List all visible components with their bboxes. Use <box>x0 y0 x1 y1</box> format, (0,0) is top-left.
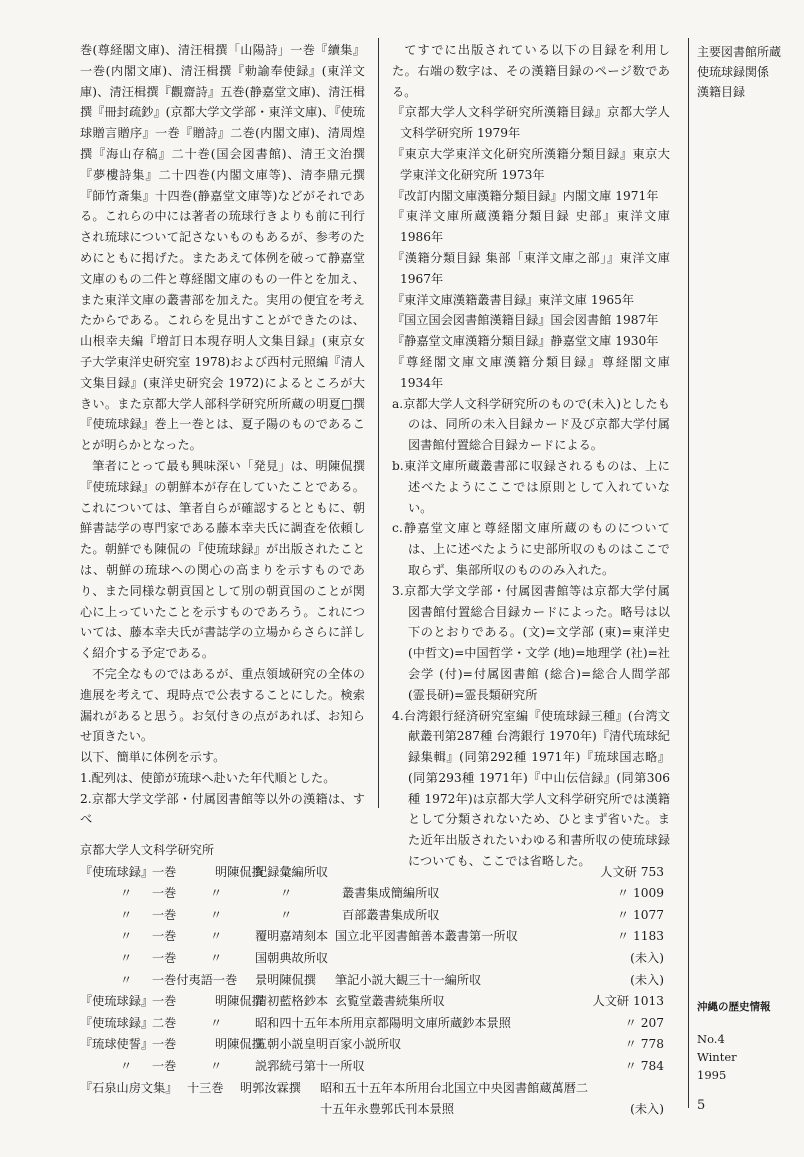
entry-volumes: 二巻 <box>152 1015 177 1030</box>
entry-author: 〃 <box>210 929 223 944</box>
entry-edition: 紀録彙編所収 <box>255 864 329 879</box>
entry-title: 『石泉山房文集』 <box>80 1080 178 1095</box>
entry-title: 『使琉球録』 <box>80 1015 154 1030</box>
issue-year: 1995 <box>697 1068 727 1082</box>
catalog-row <box>80 905 664 927</box>
source-catalog-item: 『尊経閣文庫文庫漢籍分類目録』尊経閣文庫 1934年 <box>392 354 670 390</box>
entry-holding: (未入) <box>630 1102 664 1117</box>
sidebar-divider <box>688 38 689 1108</box>
entry-title: 〃 <box>120 929 133 944</box>
catalog-row <box>80 1034 664 1056</box>
entry-edition: 清初藍格鈔本 <box>255 994 329 1009</box>
format-rule-1: 1.配列は、使節が琉球へ赴いた年代順とした。 <box>80 770 336 785</box>
source-catalog-item: 『東洋文庫所蔵漢籍分類目録 史部』東洋文庫 1986年 <box>392 209 670 245</box>
entry-volumes: 一巻 <box>152 1037 177 1052</box>
entry-title: 〃 <box>120 907 133 922</box>
section-title-line: 漢籍目録 <box>697 85 746 99</box>
paragraph-collections: 巻(尊経閣文庫)、清汪楫撰「山陽詩」一巻『續集』一巻(内閣文庫)、清汪楫撰『勅諭奉使録』(東洋文庫)、清汪楫撰『觀齋詩』五巻(静嘉堂文庫)、清汪楫撰『冊封疏鈔』(京都大学文学部・東洋文庫)、『使琉球贈言贈序』一巻『贈詩』二巻(内閣文庫)、清周煌撰『海山存稿』二十巻(国会図書館)、清王文治撰『夢樓詩集』二十四巻(内閣文庫等)、清李鼎元撰『師竹斎集』十四巻(静嘉堂文庫等)などがそれである。これらの中には著者の琉球行きよりも前に刊行され琉球について記さないものもあるが、参考のためにともに掲げた。またあえて体例を破って静嘉堂文庫のもの二件と尊経閣文庫のもの一件とを加え、また東洋文庫の叢書部を加えた。実用の便宜を考えたからである。これらを見出すことができたのは、山根幸夫編『増訂日本現存明人文集目録』(東京女子大学東洋史研究室 1978)および西村元照編『清人文集目録』(東洋史研究会 1972)によるところが大きい。また京都大学人部科学研究所所蔵の明夏□撰『使琉球録』巻上一巻とは、夏子陽のものであることが明らかとなった。 <box>80 43 365 453</box>
entry-title: 〃 <box>120 950 133 965</box>
entry-edition: 覆明嘉靖刻本 <box>255 929 329 944</box>
catalog-listing <box>80 840 664 1121</box>
entry-author: 〃 <box>210 907 223 922</box>
entry-volumes: 一巻 <box>152 864 177 879</box>
catalog-row <box>80 948 664 970</box>
entry-edition: 国朝典故所収 <box>255 950 329 965</box>
entry-title: 〃 <box>120 1058 133 1073</box>
catalog-row <box>80 862 664 884</box>
entry-volumes: 一巻付夷語一巻 <box>152 972 238 987</box>
entry-author: 〃 <box>210 950 223 965</box>
entry-author: 〃 <box>210 1015 223 1030</box>
paragraph-publication-note: 不完全なものではあるが、重点領域研究の全体の進展を考えて、現時点で公表することにした。検索漏れがあると思う。お気付きの点があれば、お知らせ頂きたい。 <box>80 666 365 744</box>
entry-edition: 五朝小説皇明百家小説所収 <box>255 1037 402 1052</box>
source-catalog-item: 『静嘉堂文庫漢籍分類目録』静嘉堂文庫 1930年 <box>392 334 659 349</box>
entry-volumes: 一巻 <box>152 994 177 1009</box>
source-catalog-item: 『漢籍分類目録 集部「東洋文庫之部」』東洋文庫1967年 <box>392 250 670 286</box>
format-rule-2-start: 2.京都大学文学部・付属図書館等以外の漢籍は、すべ <box>80 791 365 827</box>
entry-holding: (未入) <box>630 950 664 965</box>
note-b: b.東洋文庫所蔵叢書部に収録されるものは、上に述べたようにここでは原則として入れていない。 <box>392 458 670 515</box>
source-catalog-item: 『京都大学人文科学研究所漢籍目録』京都大学人文科学研究所 1979年 <box>392 105 670 141</box>
source-catalog-item: 『東京大学東洋文化研究所漢籍分類目録』東京大学東洋文化研究所 1973年 <box>392 146 670 182</box>
entry-source: 百部叢書集成所収 <box>342 907 440 922</box>
magazine-info <box>697 998 771 1084</box>
entry-title: 『使琉球録』 <box>80 994 154 1009</box>
middle-column <box>392 40 670 872</box>
entry-volumes: 一巻 <box>152 1058 177 1073</box>
entry-holding: 〃 1009 <box>616 886 664 901</box>
format-rule-3: 3.京都大学文学部・付属図書館等は京都大学付属図書館付置総合目録カードによった。略号は以下のとおりである。(文)=文学部 (東)=東洋史 (中哲文)=中国哲学・文学 (地)=地理学 (社)=社会学 (付)=付属図書館 (総合)=総合人間学部 (霊長研)=霊長類研究所 <box>392 583 670 702</box>
paragraph-korean-edition: 筆者にとって最も興味深い「発見」は、明陳侃撰『使琉球録』の朝鮮本が存在していたことである。これについては、筆者自らが確認するとともに、朝鮮書誌学の専門家である藤本幸夫氏に調査を依頼した。朝鮮でも陳侃の『使琉球録』が出版されたことは、朝鮮の琉球への関心の高まりを示すものであり、また同様な朝貢国として別の朝貢国のことが関心に上っていたことを示すものであろう。これについては、藤本幸夫氏が書誌学の立場からさらに詳しく紹介する予定である。 <box>80 458 365 661</box>
issue-season: Winter <box>697 1050 737 1064</box>
issue-number: No.4 <box>697 1032 725 1046</box>
source-catalog-item: 『国立国会図書館漢籍目録』国会図書館 1987年 <box>392 313 659 328</box>
entry-author: 明陳侃撰 <box>215 1037 264 1052</box>
entry-author: 明陳侃撰 <box>215 864 264 879</box>
entry-holding: 人文研 1013 <box>592 994 664 1009</box>
format-rule-4: 4.台湾銀行経済研究室編『使琉球録三種』(台湾文献叢刊第287種 台湾銀行 1970年)『清代琉球紀録集輯』(同第292種 1971年)『琉球国志略』(同第293種 1971年)『中山伝信録』(同第306種 1972年)は京都大学人文科学研究所では漢籍として分類されないため、ひとまず省いた。また近年出版されたいわゆる和書所収の使琉球録についても、ここでは省略した。 <box>392 708 670 869</box>
entry-holding: 人文研 753 <box>600 864 664 879</box>
entry-volumes: 一巻 <box>152 950 177 965</box>
entry-volumes: 一巻 <box>152 929 177 944</box>
entry-author: 〃 <box>210 1058 223 1073</box>
catalog-row <box>80 1056 664 1078</box>
sources-intro: てすでに出版されている以下の目録を利用した。右端の数字は、その漢籍目録のページ数である。 <box>392 43 670 99</box>
entry-title: 『琉球使誓』 <box>80 1037 154 1052</box>
entry-source: 玄覧堂叢書続集所収 <box>335 994 445 1009</box>
entry-holding: 〃 207 <box>624 1015 664 1030</box>
catalog-row <box>80 883 664 905</box>
section-title-line: 主要図書館所蔵 <box>697 45 782 59</box>
entry-author: 景明陳侃撰 <box>255 972 316 987</box>
entry-edition: 〃 <box>280 907 293 922</box>
entry-author: 〃 <box>210 886 223 901</box>
page-number: 5 <box>697 1098 706 1113</box>
source-catalog-item: 『改訂内閣文庫漢籍分類目録』内閣文庫 1971年 <box>392 188 659 203</box>
section-title-line: 使琉球録関係 <box>697 65 770 79</box>
entry-title: 〃 <box>120 886 133 901</box>
note-a: a.京都大学人文科学研究所のもので(未入)としたものは、同所の未入目録カード及び京都大学付属図書館付置総合目録カードによる。 <box>392 396 670 453</box>
entry-edition: 説郛続弓第十一所収 <box>255 1058 365 1073</box>
entry-title: 『使琉球録』 <box>80 864 154 879</box>
entry-volumes: 一巻 <box>152 886 177 901</box>
section-title <box>697 42 781 102</box>
catalog-row <box>80 1078 664 1121</box>
column-divider <box>378 38 379 808</box>
entry-holding: 〃 784 <box>624 1058 664 1073</box>
catalog-row <box>80 970 664 992</box>
catalog-row <box>80 1013 664 1035</box>
entry-source: 叢書集成簡編所収 <box>342 886 440 901</box>
source-catalog-item: 『東洋文庫漢籍叢書目録』東洋文庫 1965年 <box>392 292 635 307</box>
entry-edition: 筆記小説大観三十一編所収 <box>335 972 482 987</box>
entry-edition: 〃 <box>280 886 293 901</box>
entry-holding: 〃 778 <box>624 1037 664 1052</box>
entry-edition: 昭和五十五年本所用台北国立中央図書館蔵萬暦二十五年永豊郭氏刊本景照 <box>320 1080 589 1117</box>
catalog-heading: 京都大学人文科学研究所 <box>80 843 215 857</box>
left-column <box>80 40 365 830</box>
entry-source: 国立北平図書館善本叢書第一所収 <box>335 929 518 944</box>
entry-volumes: 十三巻 <box>187 1080 224 1095</box>
catalog-row <box>80 926 664 948</box>
entry-holding: 〃 1183 <box>616 929 664 944</box>
entry-author: 明郭汝霖撰 <box>240 1080 301 1095</box>
entry-edition: 昭和四十五年本所用京都陽明文庫所蔵鈔本景照 <box>255 1015 511 1030</box>
entry-holding: 〃 1077 <box>616 907 664 922</box>
entry-volumes: 一巻 <box>152 907 177 922</box>
catalog-row <box>80 991 664 1013</box>
magazine-title: 沖縄の歴史情報 <box>697 1001 771 1013</box>
paragraph-format-intro: 以下、簡単に体例を示す。 <box>80 750 226 765</box>
note-c: c.静嘉堂文庫と尊経閣文庫所蔵のものについては、上に述べたように史部所収のものはここで取らず、集部所収のもののみ入れた。 <box>392 521 670 577</box>
entry-title: 〃 <box>120 972 133 987</box>
entry-holding: (未入) <box>630 972 664 987</box>
entry-author: 明陳侃撰 <box>215 994 264 1009</box>
